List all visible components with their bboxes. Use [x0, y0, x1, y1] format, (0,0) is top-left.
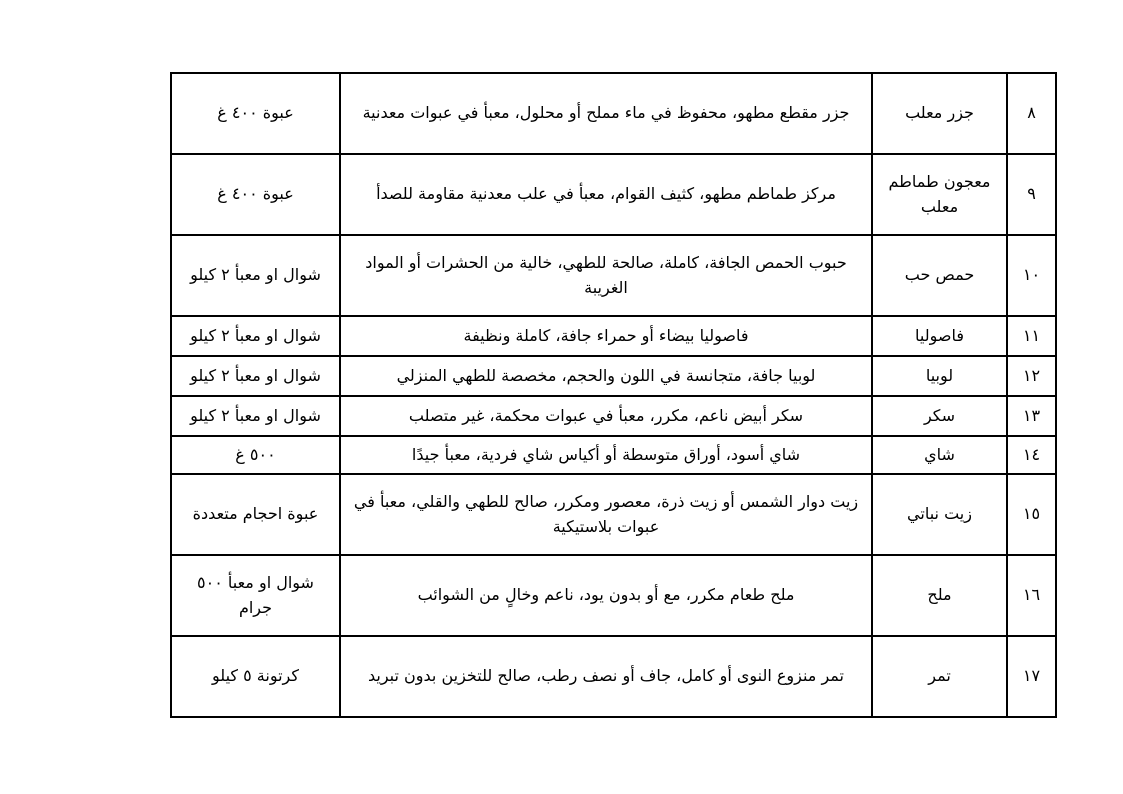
row-number: ١٤: [1007, 436, 1056, 474]
product-spec-table: [170, 72, 1057, 718]
item-name: حمص حب: [872, 235, 1007, 316]
table-row: [171, 356, 1056, 396]
table-row: [171, 396, 1056, 436]
item-packaging: عبوة احجام متعددة: [171, 474, 340, 555]
item-description: مركز طماطم مطهو، كثيف القوام، معبأ في علب معدنية مقاومة للصدأ: [340, 154, 872, 235]
table-row: [171, 316, 1056, 356]
table-row: [171, 73, 1056, 154]
table-row: [171, 636, 1056, 717]
row-number: ١٧: [1007, 636, 1056, 717]
item-name: زيت نباتي: [872, 474, 1007, 555]
item-description: فاصوليا بيضاء أو حمراء جافة، كاملة ونظيفة: [340, 316, 872, 356]
item-description: زيت دوار الشمس أو زيت ذرة، معصور ومكرر، صالح للطهي والقلي، معبأ في عبوات بلاستيكية: [340, 474, 872, 555]
row-number: ١٥: [1007, 474, 1056, 555]
item-packaging: كرتونة ٥ كيلو: [171, 636, 340, 717]
table-row: [171, 555, 1056, 636]
item-packaging: شوال او معبأ ٢ كيلو: [171, 235, 340, 316]
item-name: شاي: [872, 436, 1007, 474]
item-packaging: شوال او معبأ ٥٠٠ جرام: [171, 555, 340, 636]
item-name: تمر: [872, 636, 1007, 717]
table-row: [171, 436, 1056, 474]
item-name: معجون طماطم معلب: [872, 154, 1007, 235]
item-packaging: شوال او معبأ ٢ كيلو: [171, 356, 340, 396]
table-row: [171, 154, 1056, 235]
item-packaging: شوال او معبأ ٢ كيلو: [171, 316, 340, 356]
table-row: [171, 235, 1056, 316]
item-packaging: عبوة ٤٠٠ غ: [171, 73, 340, 154]
row-number: ٩: [1007, 154, 1056, 235]
item-description: سكر أبيض ناعم، مكرر، معبأ في عبوات محكمة، غير متصلب: [340, 396, 872, 436]
item-description: لوبيا جافة، متجانسة في اللون والحجم، مخصصة للطهي المنزلي: [340, 356, 872, 396]
item-name: لوبيا: [872, 356, 1007, 396]
table-row: [171, 474, 1056, 555]
row-number: ١١: [1007, 316, 1056, 356]
row-number: ٨: [1007, 73, 1056, 154]
item-name: فاصوليا: [872, 316, 1007, 356]
item-name: جزر معلب: [872, 73, 1007, 154]
item-packaging: شوال او معبأ ٢ كيلو: [171, 396, 340, 436]
row-number: ١٦: [1007, 555, 1056, 636]
item-description: حبوب الحمص الجافة، كاملة، صالحة للطهي، خالية من الحشرات أو المواد الغريبة: [340, 235, 872, 316]
item-description: شاي أسود، أوراق متوسطة أو أكياس شاي فردية، معبأ جيدًا: [340, 436, 872, 474]
item-packaging: عبوة ٤٠٠ غ: [171, 154, 340, 235]
item-description: جزر مقطع مطهو، محفوظ في ماء مملح أو محلول، معبأ في عبوات معدنية: [340, 73, 872, 154]
row-number: ١٣: [1007, 396, 1056, 436]
item-description: ملح طعام مكرر، مع أو بدون يود، ناعم وخالٍ من الشوائب: [340, 555, 872, 636]
item-packaging: ٥٠٠ غ: [171, 436, 340, 474]
item-description: تمر منزوع النوى أو كامل، جاف أو نصف رطب، صالح للتخزين بدون تبريد: [340, 636, 872, 717]
item-name: ملح: [872, 555, 1007, 636]
row-number: ١٢: [1007, 356, 1056, 396]
row-number: ١٠: [1007, 235, 1056, 316]
item-name: سكر: [872, 396, 1007, 436]
